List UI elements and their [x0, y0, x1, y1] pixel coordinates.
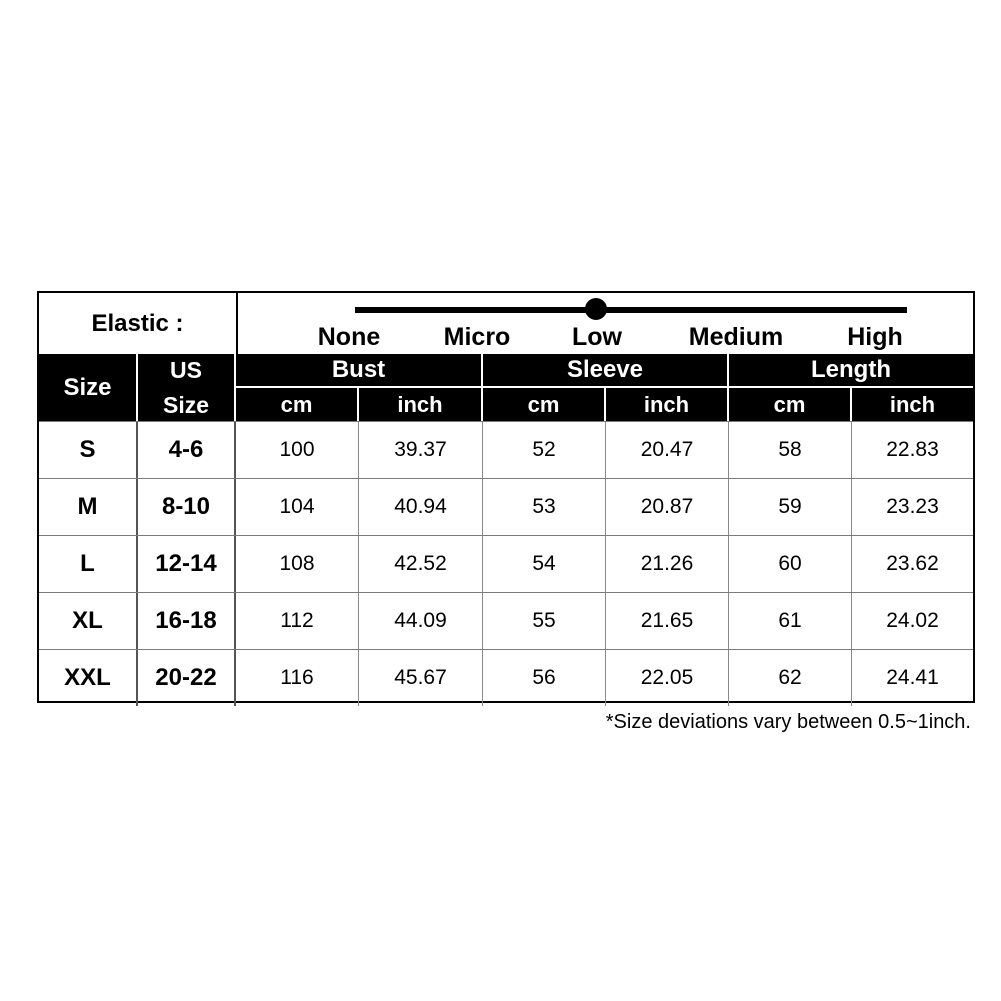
length-inch-cell: 24.41: [886, 666, 939, 689]
us-size-cell: 8-10: [138, 479, 236, 535]
sleeve-cm-cell: 53: [483, 479, 606, 535]
elastic-row: [39, 293, 973, 356]
bust-inch-cell: 39.37: [359, 422, 483, 478]
sleeve-cm-cell: 56: [483, 650, 606, 706]
length-inch-cell: 22.83: [886, 438, 939, 461]
bust-inch-cell: 42.52: [359, 536, 483, 592]
elastic-option-none: None: [317, 323, 381, 351]
header-size: Size: [39, 354, 138, 421]
length-cm-cell: 59: [729, 479, 852, 535]
elastic-option-micro: Micro: [443, 323, 511, 351]
bust-cm-cell: 104: [236, 479, 359, 535]
bust-cm-cell: 112: [236, 593, 359, 649]
bust-inch-cell: 45.67: [359, 650, 483, 706]
bust-cm-cell: 116: [236, 650, 359, 706]
size-cell: M: [39, 479, 138, 535]
length-inch-cell: 23.23: [886, 495, 939, 518]
us-size-cell: 4-6: [138, 422, 236, 478]
header-us-size-line2: Size: [162, 391, 210, 418]
length-cm-cell: 61: [729, 593, 852, 649]
elastic-option-high: High: [847, 323, 903, 351]
elastic-option-medium: Medium: [688, 323, 784, 351]
table-header: [39, 354, 973, 421]
size-cell: XL: [39, 593, 138, 649]
bust-cm-cell: 108: [236, 536, 359, 592]
elastic-option-low: Low: [572, 323, 622, 351]
size-chart: [37, 291, 975, 703]
header-us-size-line1: US: [170, 356, 202, 383]
header-length-inch: inch: [889, 391, 936, 417]
bust-inch-cell: 44.09: [359, 593, 483, 649]
table-row: [39, 649, 973, 706]
length-cm-cell: 62: [729, 650, 852, 706]
length-cm-cell: 58: [729, 422, 852, 478]
sleeve-inch-cell: 20.87: [606, 479, 729, 535]
sleeve-inch-cell: 20.47: [606, 422, 729, 478]
bust-cm-cell: 100: [236, 422, 359, 478]
header-sleeve-inch: inch: [606, 388, 729, 421]
table-row: [39, 535, 973, 592]
sleeve-inch-cell: 21.65: [606, 593, 729, 649]
table-row: [39, 478, 973, 535]
header-bust-inch: inch: [359, 388, 483, 421]
size-cell: L: [39, 536, 138, 592]
sleeve-inch-cell: 21.26: [606, 536, 729, 592]
length-inch-cell: 24.02: [886, 609, 939, 632]
sleeve-cm-cell: 54: [483, 536, 606, 592]
size-deviation-note: *Size deviations vary between 0.5~1inch.: [605, 711, 971, 733]
size-cell: XXL: [39, 650, 138, 706]
us-size-cell: 16-18: [138, 593, 236, 649]
header-length-cm: cm: [729, 388, 852, 421]
header-sleeve-cm: cm: [483, 388, 606, 421]
sleeve-cm-cell: 52: [483, 422, 606, 478]
us-size-cell: 12-14: [138, 536, 236, 592]
length-inch-cell: 23.62: [886, 552, 939, 575]
bust-inch-cell: 40.94: [359, 479, 483, 535]
header-length: Length: [729, 354, 973, 388]
elastic-label: Elastic :: [39, 293, 238, 354]
sleeve-cm-cell: 55: [483, 593, 606, 649]
us-size-cell: 20-22: [138, 650, 236, 706]
header-bust-cm: cm: [236, 388, 359, 421]
header-bust: Bust: [236, 354, 483, 388]
table-row: [39, 421, 973, 478]
elastic-scale-line: [355, 307, 907, 313]
table-row: [39, 592, 973, 649]
size-cell: S: [39, 422, 138, 478]
header-sleeve: Sleeve: [483, 354, 729, 388]
elastic-scale-marker: [585, 298, 607, 320]
length-cm-cell: 60: [729, 536, 852, 592]
sleeve-inch-cell: 22.05: [606, 650, 729, 706]
header-us-size: [138, 354, 236, 421]
